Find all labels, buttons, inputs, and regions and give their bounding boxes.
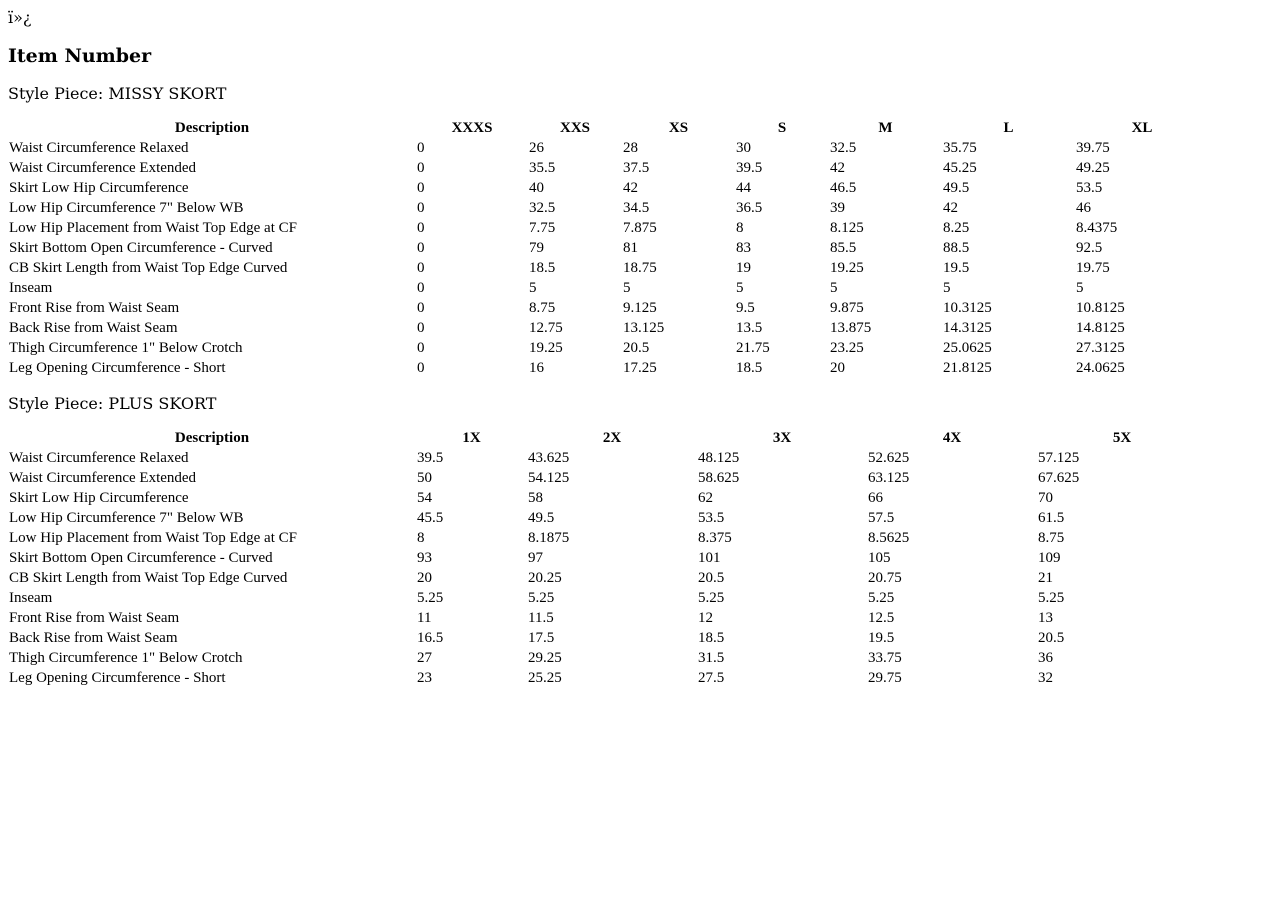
measurement-value: 53.5: [1076, 180, 1103, 196]
measurement-description: Leg Opening Circumference - Short: [9, 670, 226, 686]
measurement-value: 20.5: [698, 570, 725, 586]
measurement-value: 54: [417, 490, 432, 506]
measurement-value: 62: [698, 490, 713, 506]
style-piece-plus-label: Style Piece: PLUS SKORT: [8, 394, 217, 413]
table-row: [8, 448, 1207, 468]
measurement-value: 5.25: [528, 590, 555, 606]
column-header: M: [878, 120, 893, 136]
measurement-value: 7.875: [623, 220, 657, 236]
measurement-value: 12.5: [868, 610, 895, 626]
measurement-value: 0: [417, 180, 425, 196]
measurement-value: 19.75: [1076, 260, 1110, 276]
column-header: 1X: [462, 430, 481, 446]
measurement-value: 8.4375: [1076, 220, 1118, 236]
measurement-value: 105: [868, 550, 891, 566]
column-header: XXS: [559, 120, 590, 136]
byte-order-mark-text: ï»¿: [8, 8, 32, 27]
measurement-value: 5: [736, 280, 744, 296]
measurement-value: 17.5: [528, 630, 555, 646]
measurement-value: 30: [736, 140, 751, 156]
measurement-value: 81: [623, 240, 638, 256]
measurement-value: 17.25: [623, 360, 657, 376]
measurement-value: 10.3125: [943, 300, 992, 316]
measurement-value: 19.5: [943, 260, 970, 276]
measurement-value: 8.25: [943, 220, 970, 236]
plus-table-header: [8, 428, 1207, 448]
measurement-value: 54.125: [528, 470, 570, 486]
measurement-description: Skirt Bottom Open Circumference - Curved: [9, 550, 273, 566]
measurement-value: 49.5: [943, 180, 970, 196]
column-header: 5X: [1112, 430, 1132, 446]
measurement-value: 13.875: [830, 320, 872, 336]
measurement-value: 0: [417, 220, 425, 236]
measurement-value: 67.625: [1038, 470, 1080, 486]
measurement-value: 9.875: [830, 300, 864, 316]
measurement-value: 5: [529, 280, 537, 296]
measurement-value: 18.75: [623, 260, 657, 276]
measurement-value: 5.25: [417, 590, 444, 606]
measurement-value: 25.25: [528, 670, 562, 686]
measurement-value: 45.25: [943, 160, 977, 176]
measurement-description: Thigh Circumference 1" Below Crotch: [9, 340, 243, 356]
measurement-value: 5.25: [1038, 590, 1065, 606]
measurement-value: 16: [529, 360, 544, 376]
table-row: [8, 178, 1209, 198]
measurement-value: 39.5: [736, 160, 763, 176]
column-header: XL: [1131, 120, 1153, 136]
measurement-value: 109: [1038, 550, 1061, 566]
measurement-value: 39.5: [417, 450, 444, 466]
measurement-description: Skirt Low Hip Circumference: [9, 490, 189, 506]
column-header: XXXS: [451, 120, 493, 136]
measurement-value: 35.5: [529, 160, 556, 176]
measurement-value: 32: [1038, 670, 1053, 686]
measurement-value: 5: [1076, 280, 1084, 296]
column-header: 3X: [772, 430, 792, 446]
measurement-value: 58.625: [698, 470, 740, 486]
table-header-row: [8, 428, 1207, 448]
measurement-value: 20.5: [623, 340, 650, 356]
measurement-value: 20.75: [868, 570, 902, 586]
measurement-value: 53.5: [698, 510, 725, 526]
measurement-value: 58: [528, 490, 543, 506]
measurement-value: 11: [417, 610, 432, 626]
table-header-row: [8, 118, 1209, 138]
measurement-value: 42: [830, 160, 845, 176]
measurement-value: 34.5: [623, 200, 650, 216]
measurement-description: Waist Circumference Relaxed: [9, 450, 189, 466]
missy-spec-table: [8, 118, 1209, 378]
measurement-value: 20: [417, 570, 432, 586]
measurement-value: 26: [529, 140, 544, 156]
measurement-value: 70: [1038, 490, 1053, 506]
measurement-value: 19: [736, 260, 751, 276]
table-row: [8, 528, 1207, 548]
measurement-value: 44: [736, 180, 751, 196]
column-header: S: [777, 120, 787, 136]
measurement-value: 0: [417, 140, 425, 156]
measurement-value: 31.5: [698, 650, 725, 666]
measurement-value: 49.5: [528, 510, 555, 526]
measurement-value: 7.75: [529, 220, 556, 236]
measurement-value: 0: [417, 200, 425, 216]
page-title: Item Number: [8, 45, 152, 67]
measurement-value: 18.5: [698, 630, 725, 646]
measurement-value: 93: [417, 550, 432, 566]
missy-table-body: [8, 138, 1209, 378]
measurement-value: 48.125: [698, 450, 740, 466]
measurement-value: 0: [417, 160, 425, 176]
measurement-value: 19.25: [830, 260, 864, 276]
measurement-value: 0: [417, 280, 425, 296]
table-row: [8, 668, 1207, 688]
measurement-value: 36.5: [736, 200, 763, 216]
measurement-value: 5: [830, 280, 838, 296]
measurement-value: 20: [830, 360, 845, 376]
measurement-value: 88.5: [943, 240, 970, 256]
column-header: L: [1003, 120, 1014, 136]
measurement-value: 57.5: [868, 510, 895, 526]
table-row: [8, 258, 1209, 278]
measurement-description: Low Hip Circumference 7" Below WB: [9, 510, 244, 526]
measurement-value: 10.8125: [1076, 300, 1125, 316]
column-header: 2X: [602, 430, 622, 446]
table-row: [8, 508, 1207, 528]
measurement-value: 16.5: [417, 630, 444, 646]
measurement-value: 85.5: [830, 240, 857, 256]
measurement-description: Waist Circumference Relaxed: [9, 140, 189, 156]
table-row: [8, 298, 1209, 318]
measurement-value: 32.5: [529, 200, 556, 216]
table-row: [8, 488, 1207, 508]
measurement-value: 19.5: [868, 630, 895, 646]
table-row: [8, 218, 1209, 238]
measurement-value: 32.5: [830, 140, 857, 156]
measurement-value: 12.75: [529, 320, 563, 336]
measurement-value: 21.8125: [943, 360, 992, 376]
measurement-value: 9.5: [736, 300, 755, 316]
measurement-value: 0: [417, 340, 425, 356]
measurement-value: 12: [698, 610, 713, 626]
measurement-value: 9.125: [623, 300, 657, 316]
measurement-value: 28: [623, 140, 638, 156]
measurement-value: 46: [1076, 200, 1091, 216]
measurement-value: 13.125: [623, 320, 665, 336]
measurement-value: 8.5625: [868, 530, 910, 546]
plus-spec-table: [8, 428, 1207, 688]
measurement-value: 97: [528, 550, 543, 566]
measurement-value: 5.25: [868, 590, 895, 606]
measurement-description: Low Hip Placement from Waist Top Edge at CF: [9, 220, 297, 236]
measurement-value: 0: [417, 320, 425, 336]
measurement-value: 66: [868, 490, 883, 506]
measurement-description: Skirt Low Hip Circumference: [9, 180, 189, 196]
measurement-value: 52.625: [868, 450, 910, 466]
table-row: [8, 358, 1209, 378]
measurement-value: 13: [1038, 610, 1053, 626]
column-header: XS: [668, 120, 689, 136]
measurement-value: 39: [830, 200, 845, 216]
measurement-description: Front Rise from Waist Seam: [9, 610, 180, 626]
column-header: 4X: [942, 430, 962, 446]
measurement-value: 50: [417, 470, 432, 486]
measurement-value: 14.3125: [943, 320, 992, 336]
measurement-value: 27.3125: [1076, 340, 1125, 356]
measurement-value: 8.125: [830, 220, 864, 236]
measurement-value: 5.25: [698, 590, 725, 606]
measurement-value: 61.5: [1038, 510, 1065, 526]
measurement-value: 23.25: [830, 340, 864, 356]
measurement-value: 20.5: [1038, 630, 1065, 646]
table-row: [8, 158, 1209, 178]
table-row: [8, 568, 1207, 588]
table-row: [8, 628, 1207, 648]
measurement-description: Waist Circumference Extended: [9, 160, 197, 176]
table-row: [8, 238, 1209, 258]
measurement-description: CB Skirt Length from Waist Top Edge Curved: [9, 570, 288, 586]
measurement-value: 36: [1038, 650, 1053, 666]
measurement-value: 20.25: [528, 570, 562, 586]
style-piece-missy-label: Style Piece: MISSY SKORT: [8, 84, 227, 103]
measurement-value: 8.375: [698, 530, 732, 546]
plus-table-body: [8, 448, 1207, 688]
measurement-value: 21: [1038, 570, 1053, 586]
measurement-value: 46.5: [830, 180, 857, 196]
measurement-value: 21.75: [736, 340, 770, 356]
measurement-value: 5: [943, 280, 951, 296]
measurement-value: 8: [736, 220, 744, 236]
measurement-value: 8: [417, 530, 425, 546]
measurement-value: 8.75: [529, 300, 556, 316]
measurement-value: 57.125: [1038, 450, 1080, 466]
measurement-value: 29.25: [528, 650, 562, 666]
measurement-value: 5: [623, 280, 631, 296]
measurement-description: Low Hip Circumference 7" Below WB: [9, 200, 244, 216]
measurement-value: 43.625: [528, 450, 570, 466]
measurement-value: 42: [943, 200, 958, 216]
table-row: [8, 318, 1209, 338]
measurement-description: CB Skirt Length from Waist Top Edge Curved: [9, 260, 288, 276]
measurement-value: 14.8125: [1076, 320, 1125, 336]
measurement-value: 0: [417, 260, 425, 276]
measurement-value: 24.0625: [1076, 360, 1125, 376]
table-row: [8, 278, 1209, 298]
measurement-description: Leg Opening Circumference - Short: [9, 360, 226, 376]
measurement-value: 13.5: [736, 320, 763, 336]
measurement-value: 37.5: [623, 160, 650, 176]
measurement-value: 27.5: [698, 670, 725, 686]
measurement-description: Waist Circumference Extended: [9, 470, 197, 486]
table-row: [8, 608, 1207, 628]
measurement-description: Skirt Bottom Open Circumference - Curved: [9, 240, 273, 256]
measurement-value: 33.75: [868, 650, 902, 666]
column-header: Description: [174, 120, 250, 136]
measurement-value: 83: [736, 240, 751, 256]
measurement-value: 11.5: [528, 610, 554, 626]
measurement-description: Inseam: [9, 280, 53, 296]
measurement-description: Low Hip Placement from Waist Top Edge at CF: [9, 530, 297, 546]
table-row: [8, 338, 1209, 358]
measurement-value: 29.75: [868, 670, 902, 686]
measurement-value: 0: [417, 360, 425, 376]
table-row: [8, 588, 1207, 608]
measurement-value: 8.75: [1038, 530, 1065, 546]
measurement-value: 23: [417, 670, 432, 686]
table-row: [8, 198, 1209, 218]
measurement-value: 42: [623, 180, 638, 196]
measurement-value: 0: [417, 300, 425, 316]
column-header: Description: [174, 430, 250, 446]
measurement-description: Back Rise from Waist Seam: [9, 630, 178, 646]
measurement-value: 39.75: [1076, 140, 1110, 156]
measurement-value: 45.5: [417, 510, 444, 526]
measurement-value: 19.25: [529, 340, 563, 356]
measurement-value: 0: [417, 240, 425, 256]
measurement-value: 18.5: [736, 360, 763, 376]
measurement-value: 79: [529, 240, 544, 256]
measurement-description: Front Rise from Waist Seam: [9, 300, 180, 316]
table-row: [8, 648, 1207, 668]
measurement-value: 25.0625: [943, 340, 992, 356]
table-row: [8, 548, 1207, 568]
measurement-value: 35.75: [943, 140, 977, 156]
measurement-value: 63.125: [868, 470, 910, 486]
measurement-value: 8.1875: [528, 530, 570, 546]
table-row: [8, 138, 1209, 158]
table-row: [8, 468, 1207, 488]
measurement-value: 92.5: [1076, 240, 1103, 256]
measurement-value: 27: [417, 650, 432, 666]
measurement-description: Thigh Circumference 1" Below Crotch: [9, 650, 243, 666]
measurement-description: Back Rise from Waist Seam: [9, 320, 178, 336]
missy-table-header: [8, 118, 1209, 138]
measurement-value: 101: [698, 550, 721, 566]
measurement-description: Inseam: [9, 590, 53, 606]
measurement-value: 49.25: [1076, 160, 1110, 176]
measurement-value: 18.5: [529, 260, 556, 276]
measurement-value: 40: [529, 180, 544, 196]
